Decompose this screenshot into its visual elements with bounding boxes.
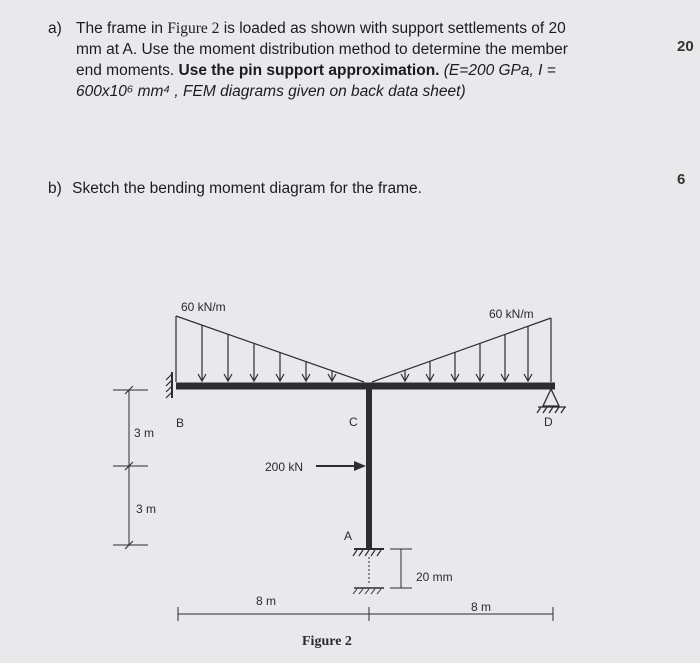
settled-support-a-icon <box>353 557 384 594</box>
right-distributed-load <box>372 318 551 382</box>
span-right-label: 8 m <box>471 600 492 614</box>
question-b-marks: 6 <box>677 171 686 188</box>
figure-reference: Figure 2 <box>167 20 220 37</box>
node-c-label: C <box>349 415 358 429</box>
material-properties: 600x10⁶ mm⁴ , FEM diagrams given on back data sheet) <box>76 83 466 100</box>
question-a-text: The frame in <box>76 20 168 37</box>
fixed-support-a-icon <box>353 549 384 556</box>
point-load-arrow <box>316 461 366 471</box>
question-a-line-2: mm at A. Use the moment distribution method to determine the member <box>76 41 568 58</box>
pin-support-instruction: Use the pin support approximation. <box>178 62 440 79</box>
question-a-marks: 20 <box>677 38 694 55</box>
point-load-label: 200 kN <box>265 460 304 474</box>
settlement-label: 20 mm <box>416 570 453 584</box>
question-a-label: a) <box>48 20 62 37</box>
fixed-support-b-icon <box>166 372 172 398</box>
question-a-text: end moments. <box>76 62 179 79</box>
node-d-label: D <box>544 415 553 429</box>
span-left-label: 8 m <box>256 594 277 608</box>
pin-support-d-icon <box>537 389 566 413</box>
settlement-dimension <box>390 549 412 588</box>
dim-bottom-label: 3 m <box>136 502 157 516</box>
figure-caption: Figure 2 <box>302 634 352 649</box>
dim-top-label: 3 m <box>134 426 155 440</box>
question-a-text: is loaded as shown with support settlements of 20 <box>219 20 566 37</box>
horizontal-dimension <box>178 607 553 621</box>
left-load-label: 60 kN/m <box>181 300 226 314</box>
vertical-dimension <box>113 386 148 549</box>
question-b-text: Sketch the bending moment diagram for the frame. <box>72 180 422 197</box>
node-b-label: B <box>176 416 185 430</box>
node-a-label: A <box>344 529 353 543</box>
material-properties: (E=200 GPa, I = <box>439 62 556 79</box>
left-distributed-load <box>176 316 364 382</box>
right-load-label: 60 kN/m <box>489 307 534 321</box>
question-b-label: b) <box>48 180 62 197</box>
